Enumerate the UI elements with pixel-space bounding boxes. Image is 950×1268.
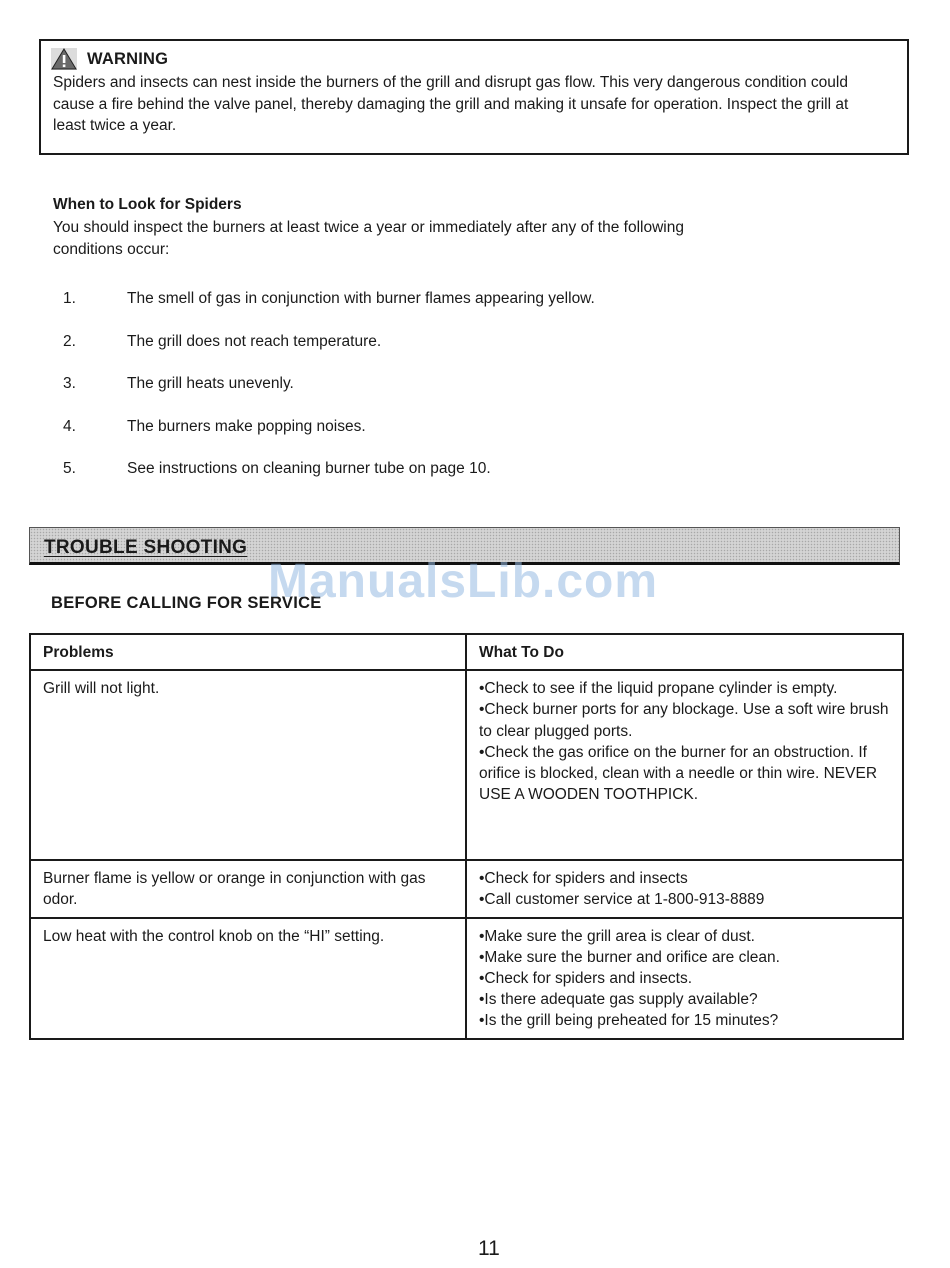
list-item-number: 5. [63, 460, 76, 477]
solution-item: •Check burner ports for any blockage. Use a soft wire brush to clear plugged ports. [479, 701, 889, 740]
solution-cell [466, 860, 903, 917]
problem-cell: Burner flame is yellow or orange in conjunction with gas odor. [30, 860, 466, 917]
troubleshooting-table [29, 633, 904, 1040]
solution-item: •Check for spiders and insects. [479, 970, 693, 988]
solution-item: •Make sure the grill area is clear of dust. [479, 927, 755, 945]
list-item-text: The burners make popping noises. [127, 417, 366, 435]
solution-item: •Check the gas orifice on the burner for an obstruction. If orifice is blocked, clean with a needle or thin wire. NEVER USE A WOODEN TOOTHPICK. [479, 743, 878, 804]
troubleshooting-banner [29, 527, 900, 565]
list-item-number: 3. [63, 375, 76, 392]
problem-cell: Low heat with the control knob on the “HI” setting. [30, 918, 466, 1039]
list-item-text: The grill heats unevenly. [127, 375, 294, 392]
table-row [30, 670, 903, 860]
solution-item: •Is the grill being preheated for 15 minutes? [479, 1012, 779, 1030]
page-number: 11 [478, 1237, 500, 1260]
troubleshooting-title: TROUBLE SHOOTING [44, 537, 248, 558]
solution-cell [466, 918, 903, 1039]
list-item-number: 4. [63, 417, 76, 435]
list-item-number: 2. [63, 332, 76, 350]
spiders-heading: When to Look for Spiders [53, 196, 242, 213]
solution-cell [466, 670, 903, 860]
table-header-row [30, 634, 903, 670]
solution-item: •Is there adequate gas supply available? [479, 991, 758, 1009]
warning-sign-icon [51, 48, 77, 70]
solution-item: •Check for spiders and insects [479, 870, 688, 888]
solution-item: •Check to see if the liquid propane cylinder is empty. [479, 680, 838, 698]
list-item-text: The smell of gas in conjunction with burner flames appearing yellow. [127, 290, 595, 307]
warning-title: WARNING [87, 49, 169, 68]
list-item-text: The grill does not reach temperature. [127, 332, 382, 350]
warning-text: Spiders and insects can nest inside the burners of the grill and disrupt gas flow. This very dangerous condition could cause a fire behind the valve panel, thereby damaging the grill and making it unsafe for operation. Inspect the grill at least twice a year. [53, 74, 849, 134]
table-row [30, 918, 903, 1039]
column-header-problems: Problems [30, 634, 466, 670]
table-row [30, 860, 903, 917]
list-item-text: See instructions on cleaning burner tube on page 10. [127, 460, 491, 477]
section-subtitle: BEFORE CALLING FOR SERVICE [51, 594, 322, 612]
column-header-what-to-do: What To Do [466, 634, 903, 670]
spiders-intro: You should inspect the burners at least twice a year or immediately after any of the following conditions occur: [53, 219, 684, 258]
warning-box [39, 39, 909, 155]
warning-heading [51, 48, 168, 70]
watermark: ManualsLib.com [268, 555, 659, 608]
problem-cell: Grill will not light. [30, 670, 466, 860]
solution-item: •Call customer service at 1-800-913-8889 [479, 891, 765, 909]
list-item-number: 1. [63, 290, 76, 307]
solution-item: •Make sure the burner and orifice are clean. [479, 948, 780, 966]
